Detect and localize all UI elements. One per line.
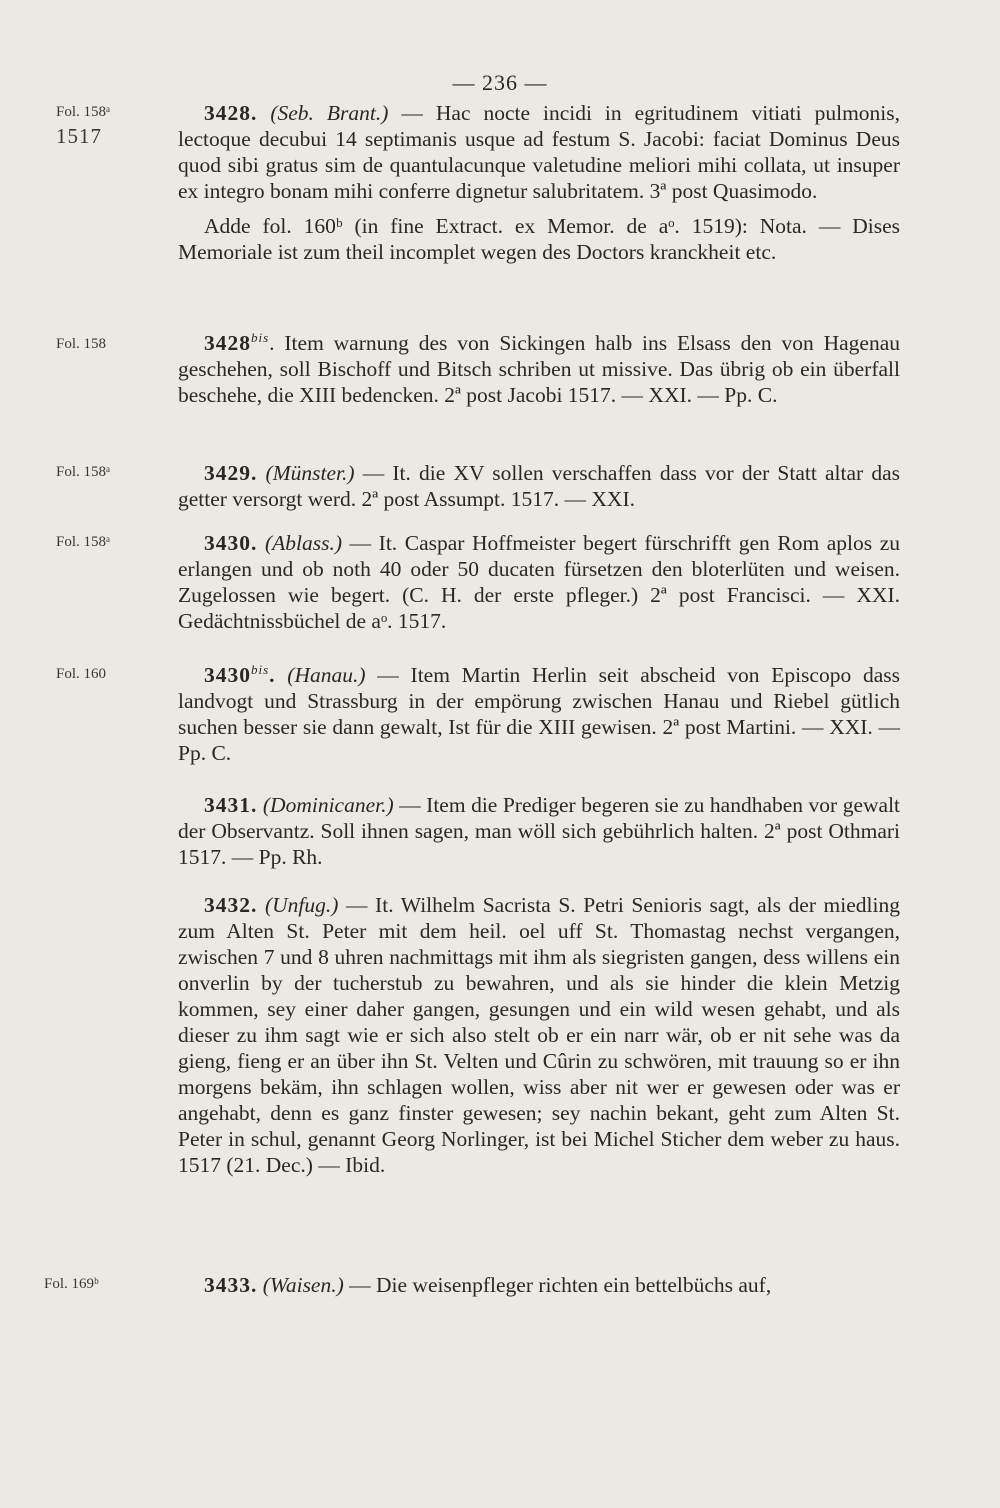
margin-note [56,102,176,146]
entry-body [178,530,900,643]
folio-ref: Fol. 158 [56,336,107,352]
entry-body [178,460,900,521]
entry-topic: (Seb. Brant.) [270,101,389,125]
entry-text: — Item Martin Herlin seit abscheid von Episcopo dass landvogt und Strassburg in der empörung zwischen Hanau und Riebel gütlich suchen besser sie dann gewalt, Ist für die XIII gewisen. 2ª post Martini. — XXI. — Pp. C. [178,663,900,765]
entry-body [178,662,900,775]
entry-text: — It. Wilhelm Sacrista S. Petri Senioris sagt, als der miedling zum Alten St. Peter mit dem heil. oel uff St. Thomastag nechst vergangen, zwischen 7 und 8 uhren nachmittags mit ihm als siegristen gangen, dess willens ein onverlin by der tucherstub zu bewahren, und als sie hinder die klein Metzig kommen, sey einer daher gangen, gesungen und ein wild wesen gehabt, und als dieser zu ihm sagt wie er sich also stelt ob er ein narr wär, ob er nit sehe was da gieng, fieng er an über ihn St. Velten und Cûrin zu schwören, mit trauung so er ihn morgens bekäm, ihn schlagen wollen, wiss aber nit wer er gewesen oder was er angehabt, denn es ganz finster gewesen; sey nachin bekant, geht zum Alten St. Peter in schul, genannt Georg Norlinger, ist bei Michel Sticher dem weber zu haus. 1517 (21. Dec.) — Ibid. [178,893,900,1177]
entry-body [178,100,900,274]
entry-addendum: Adde fol. 160ᵇ (in fine Extract. ex Memor. de aᵒ. 1519): Nota. — Dises Memoriale ist zum theil incomplet wegen des Doctors kranckheit etc. [178,214,900,264]
entry-number: 3432. [204,893,258,917]
entry-text: — Hac nocte incidi in egritudinem vitiati pulmonis, lectoque decubui 14 septimanis usque ad festum S. Jacobi: faciat Dominus Deus quod sibi gratus sim de quantulacunque valetudine meliori mihi collata, ut insuper ex integro bonam mihi conferre dignetur salubritatem. 3ª post Quasimodo. [178,101,901,203]
entry-topic: (Dominicaner.) [262,793,394,817]
entry-topic: (Waisen.) [262,1273,344,1297]
entry-text: — It. die XV sollen verschaffen dass vor der Statt altar das getter versorgt werd. 2ª post Assumpt. 1517. — XXI. [178,461,901,511]
entry-text: . Item warnung des von Sickingen halb ins Elsass den von Hagenau geschehen, soll Bischoff und Bitsch schriben ut missive. Das übrig ob ein überfall beschehe, die XIII bedencken. 2ª post Jacobi 1517. — XXI. — Pp. C. [178,331,900,407]
folio-ref: Fol. 169ᵇ [44,1276,99,1292]
entry-number: 3428. [204,101,258,125]
entry-body [178,892,900,1187]
folio-ref: Fol. 158ᵃ [56,534,111,550]
entry-topic: (Hanau.) [287,663,366,687]
entry-body [178,1272,900,1307]
folio-ref: Fol. 160 [56,666,107,682]
entry-topic: (Unfug.) [264,893,339,917]
folio-ref: Fol. 158ᵃ [56,104,111,120]
entry-number: 3430. [204,531,258,555]
entry-body [178,330,900,417]
entry-number: 3433. [204,1273,258,1297]
entry-number: 3431. [204,793,258,817]
entry-topic: (Münster.) [265,461,355,485]
folio-ref: Fol. 158ᵃ [56,464,111,480]
entry-text: — Die weisenpfleger richten ein bettelbüchs auf, [349,1273,772,1297]
entry-number: 3429. [204,461,258,485]
entry-body [178,792,900,879]
margin-year: 1517 [56,124,102,148]
entry-text: — Item die Prediger begeren sie zu handhaben vor gewalt der Observantz. Soll ihnen sagen, man wöll sich gebührlich halten. 2ª post Othmari 1517. — Pp. Rh. [178,793,901,869]
entry-text: — It. Caspar Hoffmeister begert fürschrifft gen Rom aplos zu erlangen und ob noth 40 oder 50 ducaten fürsetzen den bloterlüten und weisen. Zugelossen wie begert. (C. H. der erste pfleger.) 2ª post Francisci. — XXI. Gedächtnissbüchel de aᵒ. 1517. [178,531,900,633]
entry-topic: (Ablass.) [264,531,342,555]
entry-number: $3430^{bis}$. [204,661,276,687]
entry-number: $3428^{bis}$ [204,329,270,355]
page-number: — 236 — [452,70,548,95]
